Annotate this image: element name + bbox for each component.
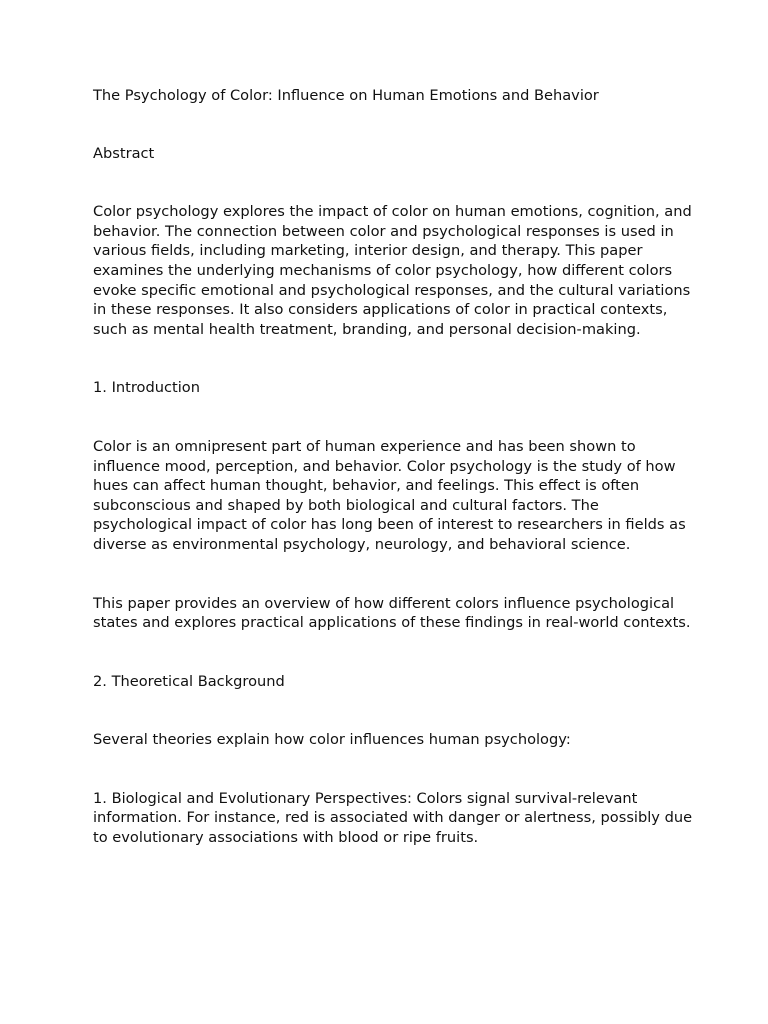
abstract-text: Color psychology explores the impact of color on human emotions, cognition, and behavior. The connection between color and psychological responses is used in various fields, including marketing, interior design, and therapy. This paper examines the underlying mechanisms of color psychology, how different colors evoke specific emotional and psychological responses, and the cultural variations in these responses. It also considers applications of color in practical contexts, such as mental health treatment, branding, and personal decision-making. [93,203,692,338]
document-page [93,86,693,848]
abstract-heading: Abstract [93,144,155,162]
introduction-heading: 1. Introduction [93,379,200,397]
introduction-paragraph-1: Color is an omnipresent part of human experience and has been shown to influence mood, perception, and behavior. Color psychology is the study of how hues can affect human thought, behavior, and feelings. This effect is often subconscious and shaped by both biological and cultural factors. The psychological impact of color has long been of interest to researchers in fields as diverse as environmental psychology, neurology, and behavioral science. [93,437,686,553]
background-intro: Several theories explain how color influences human psychology: [93,731,571,749]
background-heading: 2. Theoretical Background [93,672,285,690]
background-item-1: 1. Biological and Evolutionary Perspectives: Colors signal survival-relevant information. For instance, red is associated with danger or alertness, possibly due to evolutionary associations with blood or ripe fruits. [93,789,693,847]
document-title: The Psychology of Color: Influence on Human Emotions and Behavior [93,87,599,104]
introduction-paragraph-2: This paper provides an overview of how different colors influence psychological states and explores practical applications of these findings in real-world contexts. [93,594,691,632]
